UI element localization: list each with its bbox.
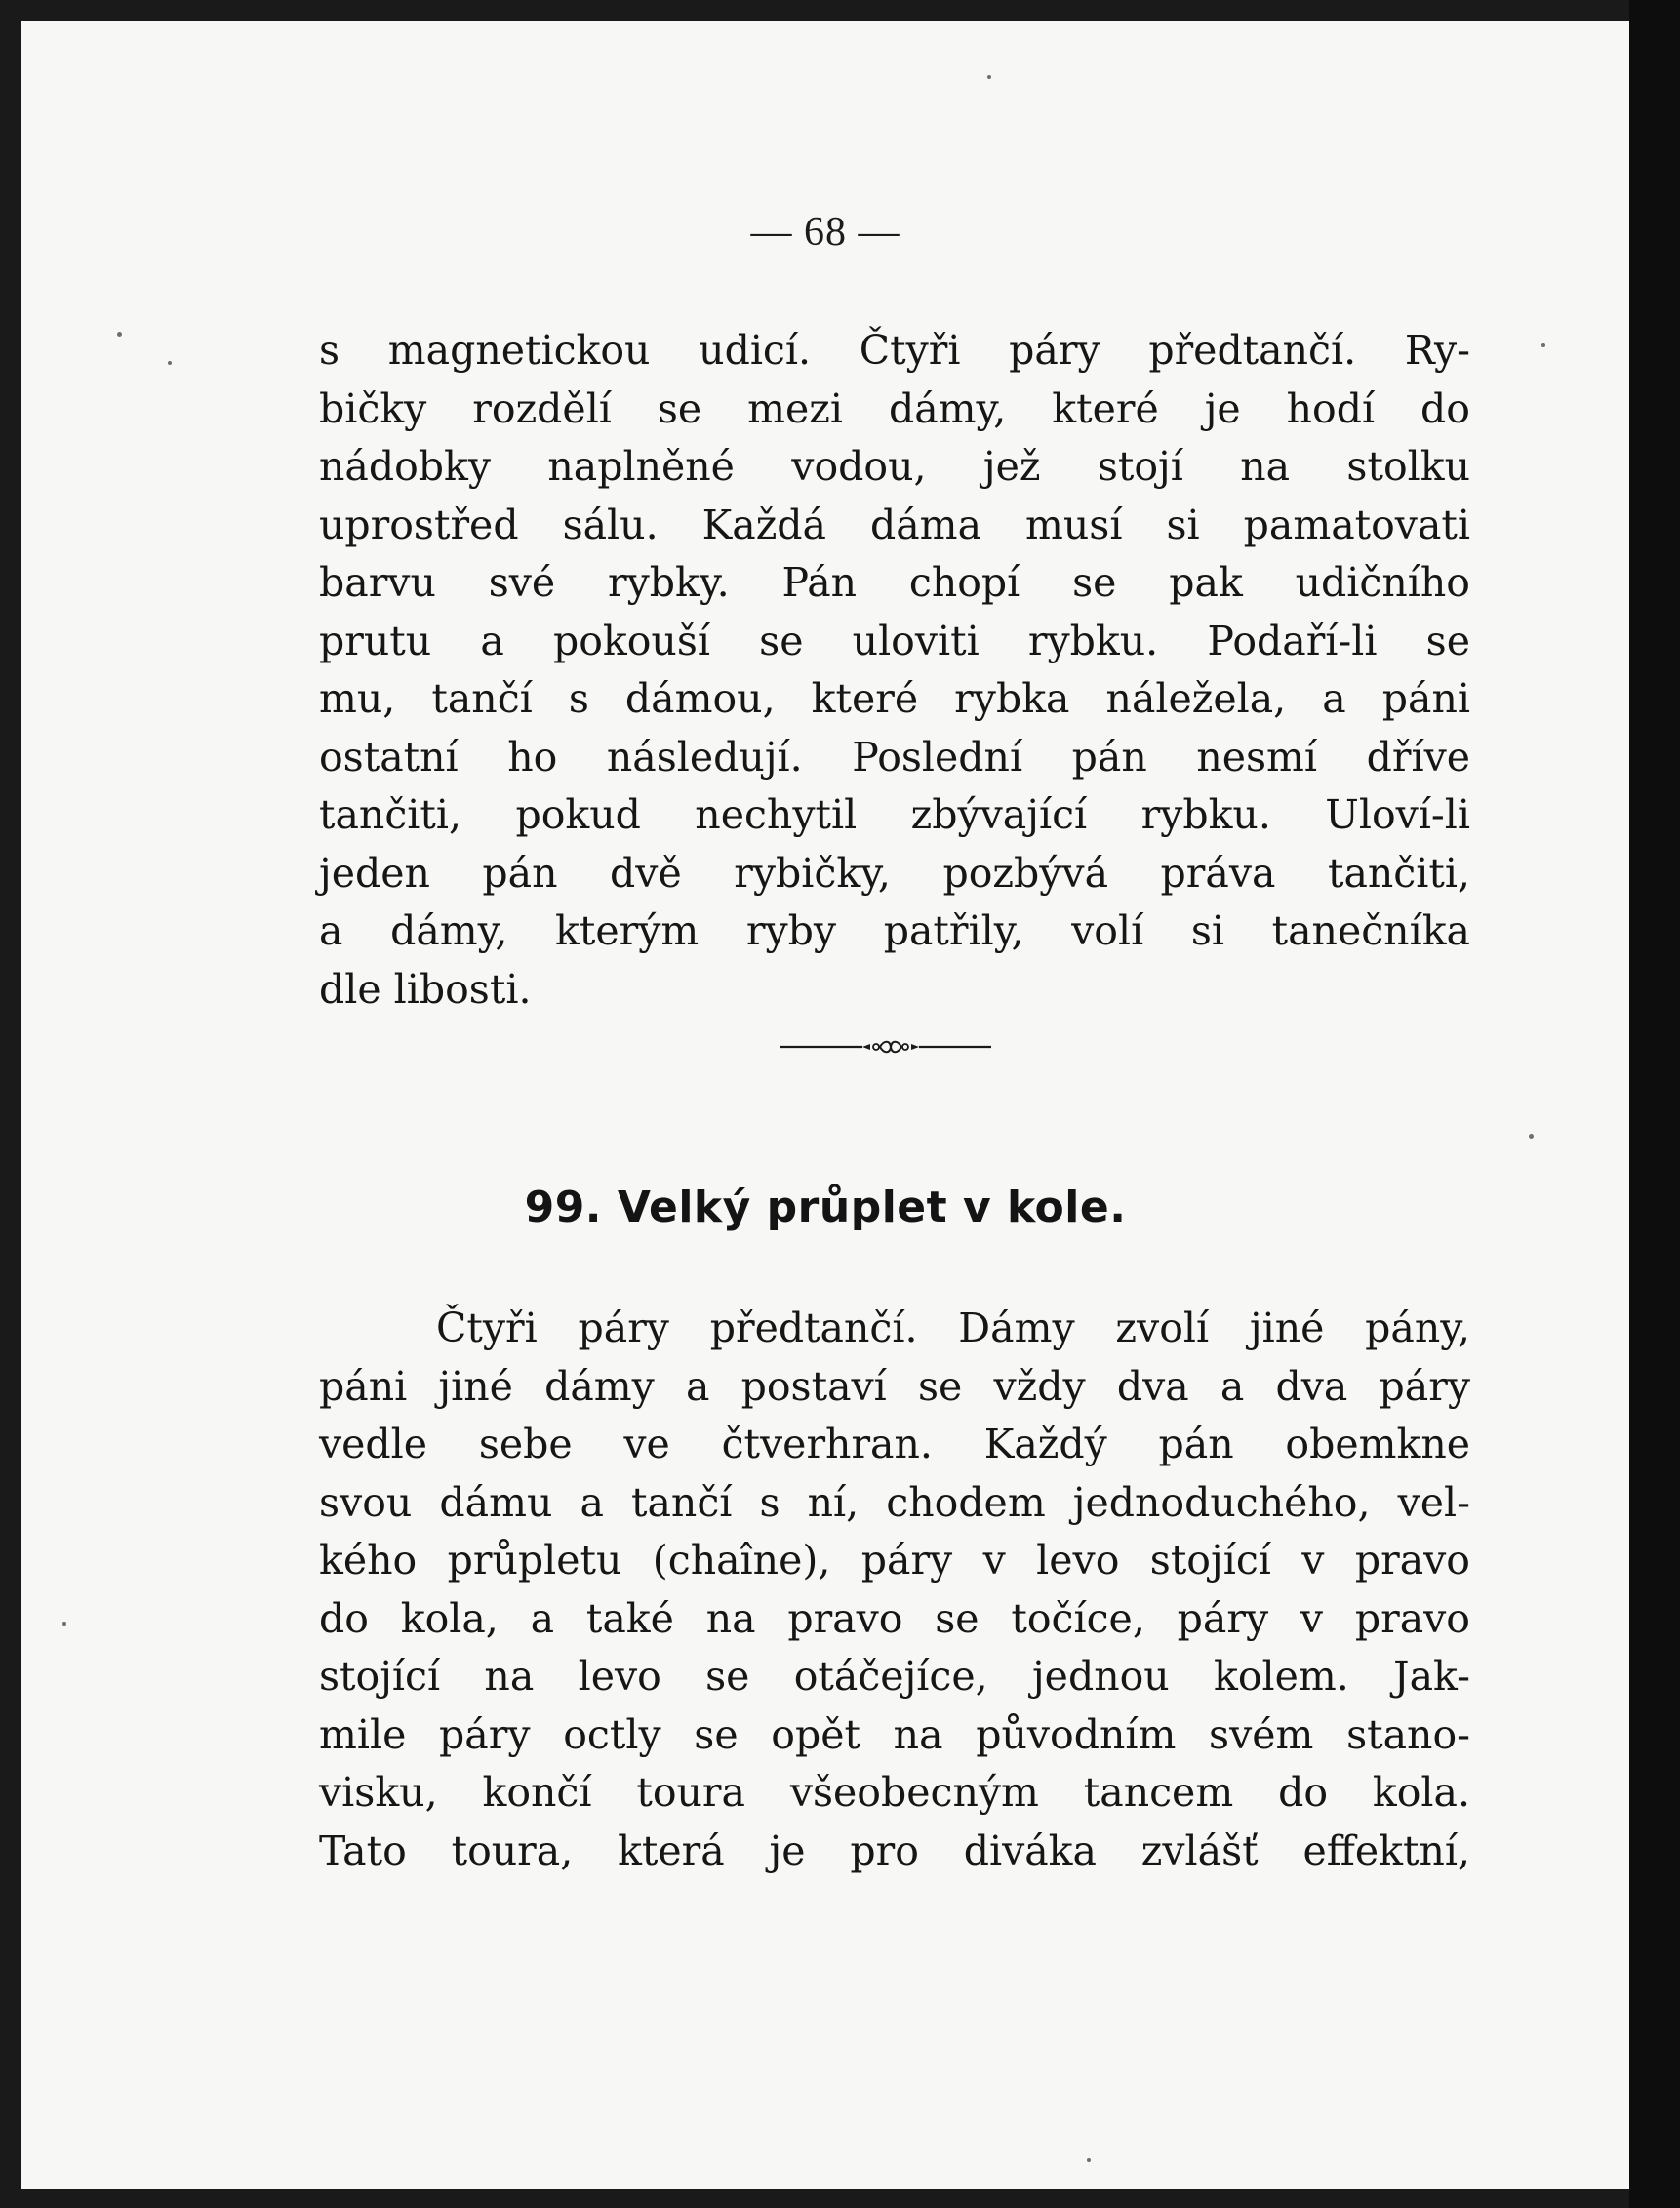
text-line: barvu své rybky. Pán chopí se pak udičního [319, 559, 1470, 606]
scan-border [1629, 0, 1680, 2208]
text-line: ostatní ho následují. Poslední pán nesmí dříve [319, 733, 1470, 781]
text-line: bičky rozdělí se mezi dámy, které je hodí do [319, 384, 1470, 432]
paper-speck [1529, 1134, 1534, 1139]
paper-speck [117, 332, 122, 337]
page-number: — 68 — [750, 210, 900, 255]
text-line: Tato toura, která je pro diváka zvlášť effektní, [319, 1827, 1470, 1874]
paper-speck [1087, 2158, 1091, 2162]
text-line: nádobky naplněné vodou, jež stojí na stolku [319, 443, 1470, 490]
text-line: Čtyři páry předtančí. Dámy zvolí jiné pány, [436, 1305, 1470, 1351]
text-line: stojící na levo se otáčejíce, jednou kolem. Jak- [319, 1653, 1470, 1700]
text-line: kého průpletu (chaîne), páry v levo stojící v pravo [319, 1537, 1470, 1584]
ornament-divider-icon [780, 1038, 991, 1056]
paper-speck [987, 75, 991, 79]
text-line: svou dámu a tančí s ní, chodem jednoduchého, vel- [319, 1478, 1470, 1526]
book-page [21, 21, 1629, 2189]
text-line: a dámy, kterým ryby patřily, volí si tanečníka [319, 907, 1470, 954]
text-line: dle libosti. [319, 965, 532, 1013]
text-line: prutu a pokouší se uloviti rybku. Podaří-li se [319, 617, 1470, 664]
paper-speck [62, 1622, 66, 1626]
paper-speck [168, 361, 172, 365]
text-line: s magnetickou udicí. Čtyři páry předtančí. Ry- [319, 327, 1470, 374]
paper-speck [1541, 343, 1545, 347]
text-line: tančiti, pokud nechytil zbývající rybku. Uloví-li [319, 791, 1470, 838]
text-line: jeden pán dvě rybičky, pozbývá práva tančiti, [319, 849, 1470, 897]
section-paragraph [319, 1300, 1470, 1880]
text-line: do kola, a také na pravo se točíce, páry v pravo [319, 1594, 1470, 1642]
text-line: mile páry octly se opět na původním svém stano- [319, 1710, 1470, 1758]
section-heading: 99. Velký průplet v kole. [524, 1183, 1127, 1232]
text-line: visku, končí toura všeobecným tancem do kola. [319, 1769, 1470, 1816]
text-line: vedle sebe ve čtverhran. Každý pán obemkne [319, 1421, 1470, 1467]
text-line: uprostřed sálu. Každá dáma musí si pamatovati [319, 501, 1470, 548]
text-line: páni jiné dámy a postaví se vždy dva a dva páry [319, 1362, 1470, 1410]
paragraph-continued [319, 322, 1470, 1019]
text-line: mu, tančí s dámou, které rybka náležela, a páni [319, 675, 1470, 722]
